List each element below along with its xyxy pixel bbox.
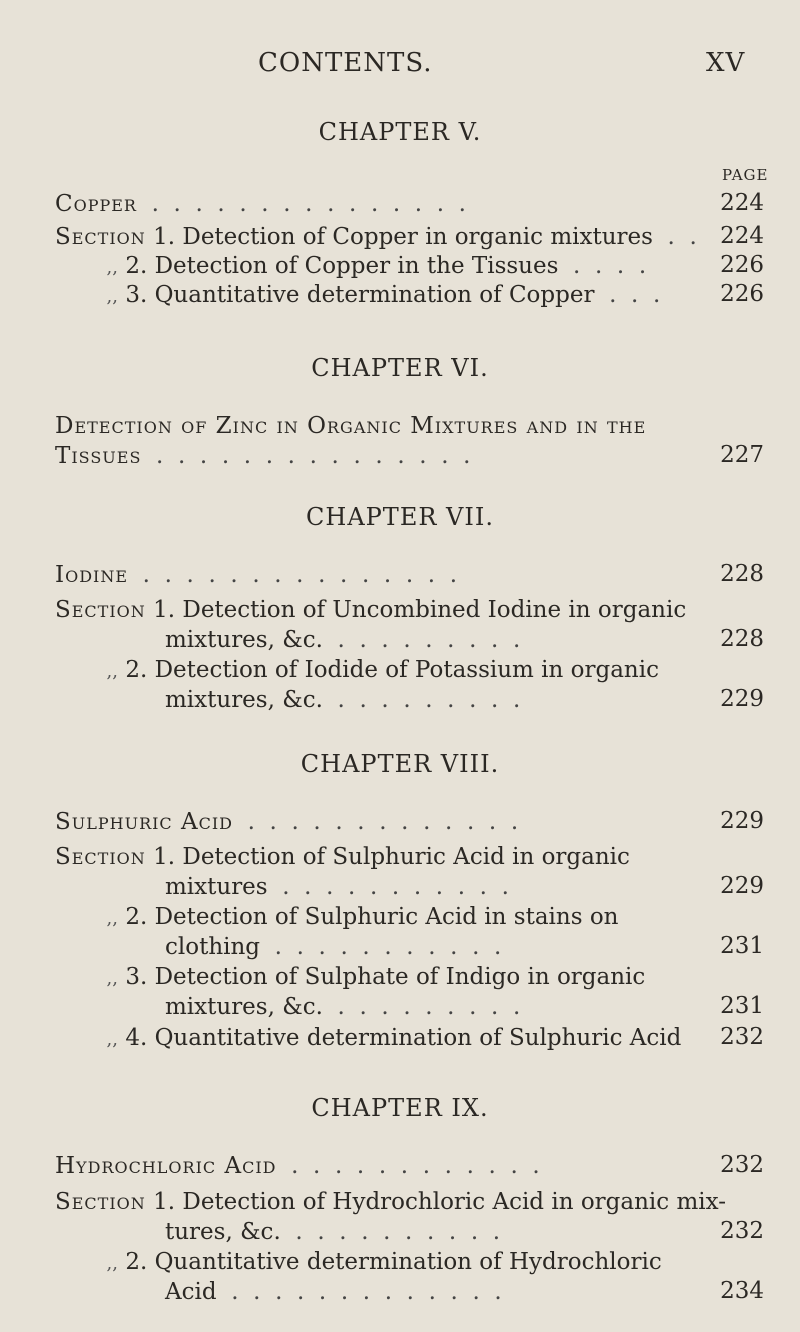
section-title: Detection of Uncombined Iodine in organic [182,597,687,623]
entry-title-line: Detection of Zinc in Organic Mixtures and in the [55,413,647,439]
toc-section-continuation [165,993,520,1021]
section-number: 3. [125,282,148,308]
toc-section-entry [55,903,619,933]
toc-section-entry [55,963,645,993]
section-title-continuation: clothing [165,934,261,960]
section-title: Detection of Copper in organic mixtures [182,224,653,250]
ditto-mark: ,, [106,1029,118,1050]
section-title-continuation: mixtures, &c. [165,994,323,1020]
page-number: 229 [720,873,764,899]
leader-dots: . . . . [565,253,647,279]
page-number: 234 [720,1278,764,1304]
page-number: 231 [720,933,764,959]
section-title-continuation: mixtures, &c. [165,627,323,653]
ditto-mark: ,, [106,968,118,989]
page-number: 226 [720,281,764,307]
toc-section-continuation [165,1218,500,1246]
section-title: Detection of Hydrochloric Acid in organic mix- [182,1189,726,1215]
toc-section-entry [55,252,646,282]
leader-dots: . . . . . . . . . . . . . . . [144,191,466,217]
section-number: 3. [125,964,148,990]
ditto-mark: ,, [106,286,118,307]
chapter-heading: CHAPTER V. [318,118,482,146]
leader-dots: . . . . . . . . . [330,627,521,653]
section-prefix: Section [55,224,146,250]
page-number: 228 [720,561,764,587]
toc-section-entry [55,843,630,871]
toc-section-entry [55,223,697,251]
toc-section-continuation [165,933,501,961]
leader-dots: . . . [601,282,661,308]
section-number: 1. [153,224,176,250]
chapter-heading: CHAPTER IX. [311,1094,489,1122]
section-number: 2. [125,657,148,683]
section-number: 4. [125,1025,148,1051]
section-title: Detection of Sulphuric Acid in stains on [154,904,619,930]
page-number: 229 [720,808,764,834]
section-prefix: Section [55,597,146,623]
toc-entry [55,561,457,589]
toc-section-entry [55,1188,726,1216]
leader-dots: . . . . . . . . . [330,994,521,1020]
toc-section-continuation [165,686,520,714]
toc-section-entry [55,1024,681,1054]
page-number: 232 [720,1218,764,1244]
toc-section-continuation [165,873,509,901]
section-title: Detection of Copper in the Tissues [154,253,559,279]
ditto-mark: ,, [106,908,118,929]
section-prefix: Section [55,844,146,870]
section-title: Detection of Sulphate of Indigo in organic [154,964,646,990]
toc-section-entry [55,596,686,624]
page-number: 224 [720,223,764,249]
ditto-mark: ,, [106,1253,118,1274]
section-title-continuation: Acid [165,1279,217,1305]
ditto-mark: ,, [106,257,118,278]
page-number: 228 [720,626,764,652]
section-title: Detection of Iodide of Potassium in organic [154,657,659,683]
section-title: Detection of Sulphuric Acid in organic [182,844,630,870]
section-number: 1. [153,844,176,870]
page-number: 226 [720,252,764,278]
entry-title: Iodine [55,562,129,588]
entry-title: Tissues [55,443,142,469]
page-number: 232 [720,1024,764,1050]
leader-dots: . . . . . . . . . [330,687,521,713]
page-number: 227 [720,442,764,468]
toc-section-entry [55,656,659,686]
leader-dots: . . . . . . . . . . . [274,874,509,900]
section-prefix: Section [55,1189,146,1215]
toc-entry [55,442,470,470]
section-title: Quantitative determination of Hydrochloric [154,1249,662,1275]
leader-dots: . . . . . . . . . . . . . . . [148,443,471,469]
section-number: 2. [125,904,148,930]
entry-title: Copper [55,191,137,217]
chapter-heading: CHAPTER VIII. [300,750,500,778]
toc-entry [55,190,466,218]
page-number: 231 [720,993,764,1019]
running-header-title: CONTENTS. [258,48,433,78]
leader-dots: . . . . . . . . . . [288,1219,501,1245]
page-number: 232 [720,1152,764,1178]
chapter-heading: CHAPTER VI. [311,354,489,382]
leader-dots: . . . . . . . . . . . . . [223,1279,502,1305]
chapter-heading: CHAPTER VII. [306,503,494,531]
entry-title: Hydrochloric Acid [55,1153,277,1179]
ditto-mark: ,, [106,661,118,682]
section-number: 1. [153,597,176,623]
leader-dots: . . [660,224,697,250]
toc-entry [55,1152,540,1180]
section-number: 2. [125,253,148,279]
toc-section-entry [55,1248,662,1278]
section-number: 2. [125,1249,148,1275]
section-title-continuation: mixtures [165,874,268,900]
page-number: 229 [720,686,764,712]
folio-number: XV [706,48,746,78]
section-title-continuation: tures, &c. [165,1219,281,1245]
page-number: 224 [720,190,764,216]
toc-section-continuation [165,626,520,654]
section-title-continuation: mixtures, &c. [165,687,323,713]
section-title: Quantitative determination of Copper [154,282,595,308]
leader-dots: . . . . . . . . . . . . [283,1153,540,1179]
entry-title: Sulphuric Acid [55,809,233,835]
toc-section-entry [55,281,660,311]
toc-section-continuation [165,1278,502,1306]
page-column-label: PAGE [722,166,769,184]
leader-dots: . . . . . . . . . . . . . . . [135,562,458,588]
toc-entry [55,808,518,836]
leader-dots: . . . . . . . . . . . [267,934,502,960]
section-title: Quantitative determination of Sulphuric Acid [154,1025,682,1051]
section-number: 1. [153,1189,176,1215]
leader-dots: . . . . . . . . . . . . . [240,809,519,835]
